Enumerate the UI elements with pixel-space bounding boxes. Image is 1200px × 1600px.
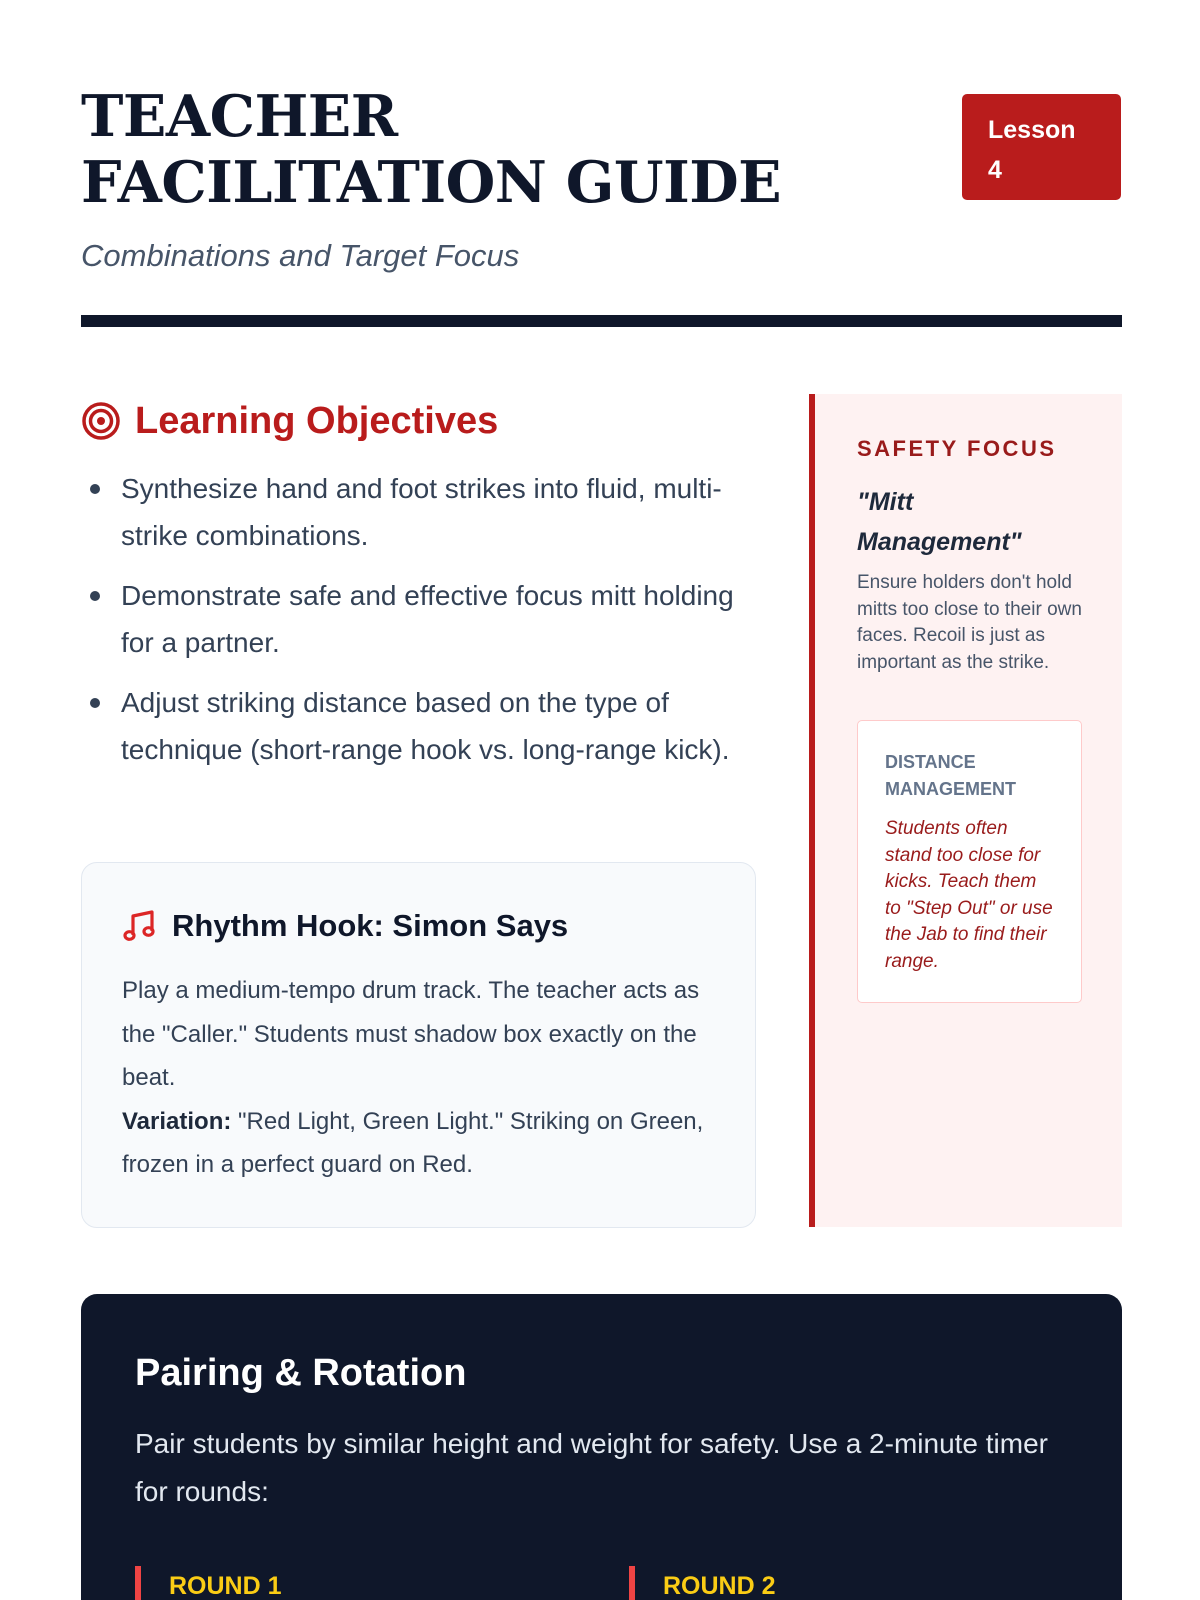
tip-title: DISTANCE MANAGEMENT <box>885 752 1016 799</box>
lesson-badge-number: 4 <box>988 156 1002 184</box>
page-header <box>81 84 1122 274</box>
list-item <box>81 572 761 666</box>
safety-focus-label: SAFETY FOCUS <box>857 436 1057 461</box>
safety-quote: "Mitt Management" <box>857 488 1022 556</box>
objective-text: Synthesize hand and foot strikes into fluid, multi-strike combinations. <box>121 473 722 551</box>
objective-text: Demonstrate safe and effective focus mitt holding for a partner. <box>121 580 734 658</box>
rhythm-hook-card <box>81 862 756 1228</box>
variation-text: "Red Light, Green Light." Striking on Green, frozen in a perfect guard on Red. <box>122 1107 704 1178</box>
round-2-label: ROUND 2 <box>629 1566 776 1600</box>
round-1-label: ROUND 1 <box>135 1566 282 1600</box>
header-divider <box>81 315 1122 327</box>
rhythm-hook-body <box>122 969 715 1187</box>
pairing-text: Pair students by similar height and weight for safety. Use a 2-minute timer for rounds: <box>135 1428 1048 1507</box>
lesson-badge-label: Lesson <box>988 116 1076 144</box>
target-icon <box>81 401 121 441</box>
rhythm-hook-heading <box>122 903 715 949</box>
safety-focus-sidebar <box>809 394 1122 1227</box>
distance-management-card <box>857 720 1082 1003</box>
learning-objectives-section <box>81 395 761 786</box>
objectives-list <box>81 465 761 773</box>
music-note-icon <box>122 908 158 944</box>
objectives-heading-label: Learning Objectives <box>135 399 499 442</box>
lesson-badge <box>962 94 1121 200</box>
safety-text: Ensure holders don't hold mitts too close to their own faces. Recoil is just as important as the strike. <box>857 572 1082 673</box>
variation-label: Variation: <box>122 1107 232 1135</box>
list-item <box>81 679 761 773</box>
page-subtitle: Combinations and Target Focus <box>81 238 520 273</box>
objectives-heading <box>81 395 761 447</box>
objective-text: Adjust striking distance based on the type of technique (short-range hook vs. long-range kick). <box>121 687 730 765</box>
list-item <box>81 465 761 559</box>
pairing-rotation-section <box>81 1294 1122 1600</box>
pairing-title: Pairing & Rotation <box>135 1352 467 1394</box>
rhythm-hook-description: Play a medium-tempo drum track. The teacher acts as the "Caller." Students must shadow box exactly on the beat. <box>122 977 700 1091</box>
page-title: TEACHER FACILITATION GUIDE <box>81 83 782 216</box>
tip-text: Students often stand too close for kicks. Teach them to "Step Out" or use the Jab to find their range. <box>885 818 1053 972</box>
rhythm-hook-title: Rhythm Hook: Simon Says <box>172 908 569 943</box>
